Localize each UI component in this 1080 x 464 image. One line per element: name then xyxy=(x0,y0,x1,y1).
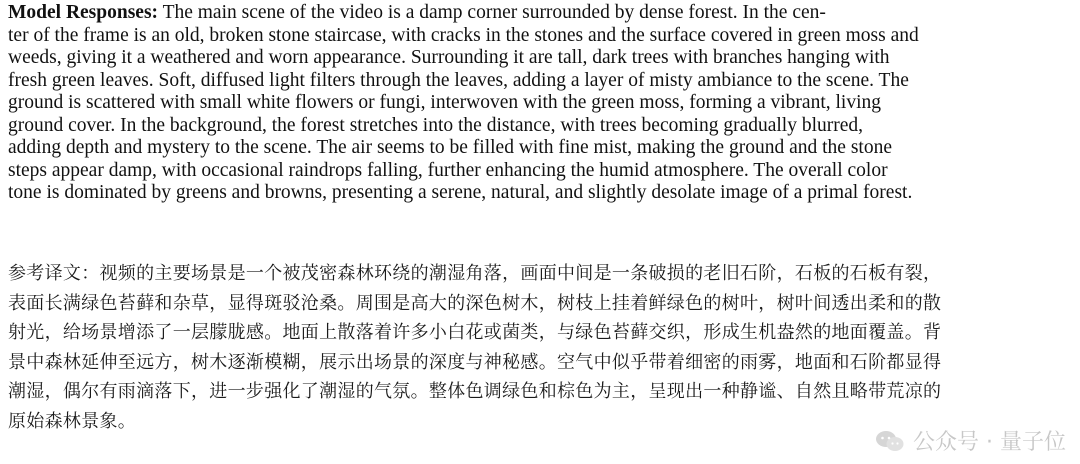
english-line: weeds, giving it a weathered and worn appearance. Surrounding it are tall, dark trees with branches hanging with xyxy=(8,47,890,68)
reference-translation-chinese xyxy=(8,259,1072,437)
watermark xyxy=(875,425,1066,456)
chinese-line: 景中森林延伸至远方，树木逐渐模糊，展示出场景的深度与神秘感。空气中似乎带着细密的雨雾，地面和石阶都显得 xyxy=(8,351,942,373)
chinese-line: 潮湿，偶尔有雨滴落下，进一步强化了潮湿的气氛。整体色调绿色和棕色为主，呈现出一种静谧、自然且略带荒凉的 xyxy=(8,381,942,403)
watermark-text: 公众号 · 量子位 xyxy=(913,430,1066,455)
wechat-icon xyxy=(875,430,905,452)
english-line: ter of the frame is an old, broken stone staircase, with cracks in the stones and the surface covered in green moss and xyxy=(8,24,919,46)
model-response-english xyxy=(8,2,1072,205)
english-line: steps appear damp, with occasional raindrops falling, further enhancing the humid atmosphere. The overall color xyxy=(8,159,888,181)
chinese-line: 原始森林景象。 xyxy=(8,410,137,432)
chinese-line: 射光，给场景增添了一层朦胧感。地面上散落着许多小白花或菌类，与绿色苔藓交织，形成生机盎然的地面覆盖。背 xyxy=(8,322,942,344)
english-line: adding depth and mystery to the scene. The air seems to be filled with fine mist, making the ground and the stone xyxy=(8,137,892,158)
english-line: Model Responses: The main scene of the video is a damp corner surrounded by dense forest. In the cen- xyxy=(8,2,826,23)
chinese-line: 参考译文：视频的主要场景是一个被茂密森林环绕的潮湿角落，画面中间是一条破损的老旧石阶，石板的石板有裂， xyxy=(8,263,942,284)
english-line: tone is dominated by greens and browns, presenting a serene, natural, and slightly desolate image of a primal forest. xyxy=(8,182,913,203)
english-line: fresh green leaves. Soft, diffused light filters through the leaves, adding a layer of misty ambiance to the scene. The xyxy=(8,69,909,91)
english-line: ground is scattered with small white flowers or fungi, interwoven with the green moss, forming a vibrant, living xyxy=(8,92,881,113)
english-line: ground cover. In the background, the forest stretches into the distance, with trees becoming gradually blurred, xyxy=(8,114,864,136)
chinese-line: 表面长满绿色苔藓和杂草，显得斑驳沧桑。周围是高大的深色树木，树枝上挂着鲜绿色的树叶，树叶间透出柔和的散 xyxy=(8,292,942,314)
model-responses-label: Model Responses: xyxy=(8,2,159,23)
